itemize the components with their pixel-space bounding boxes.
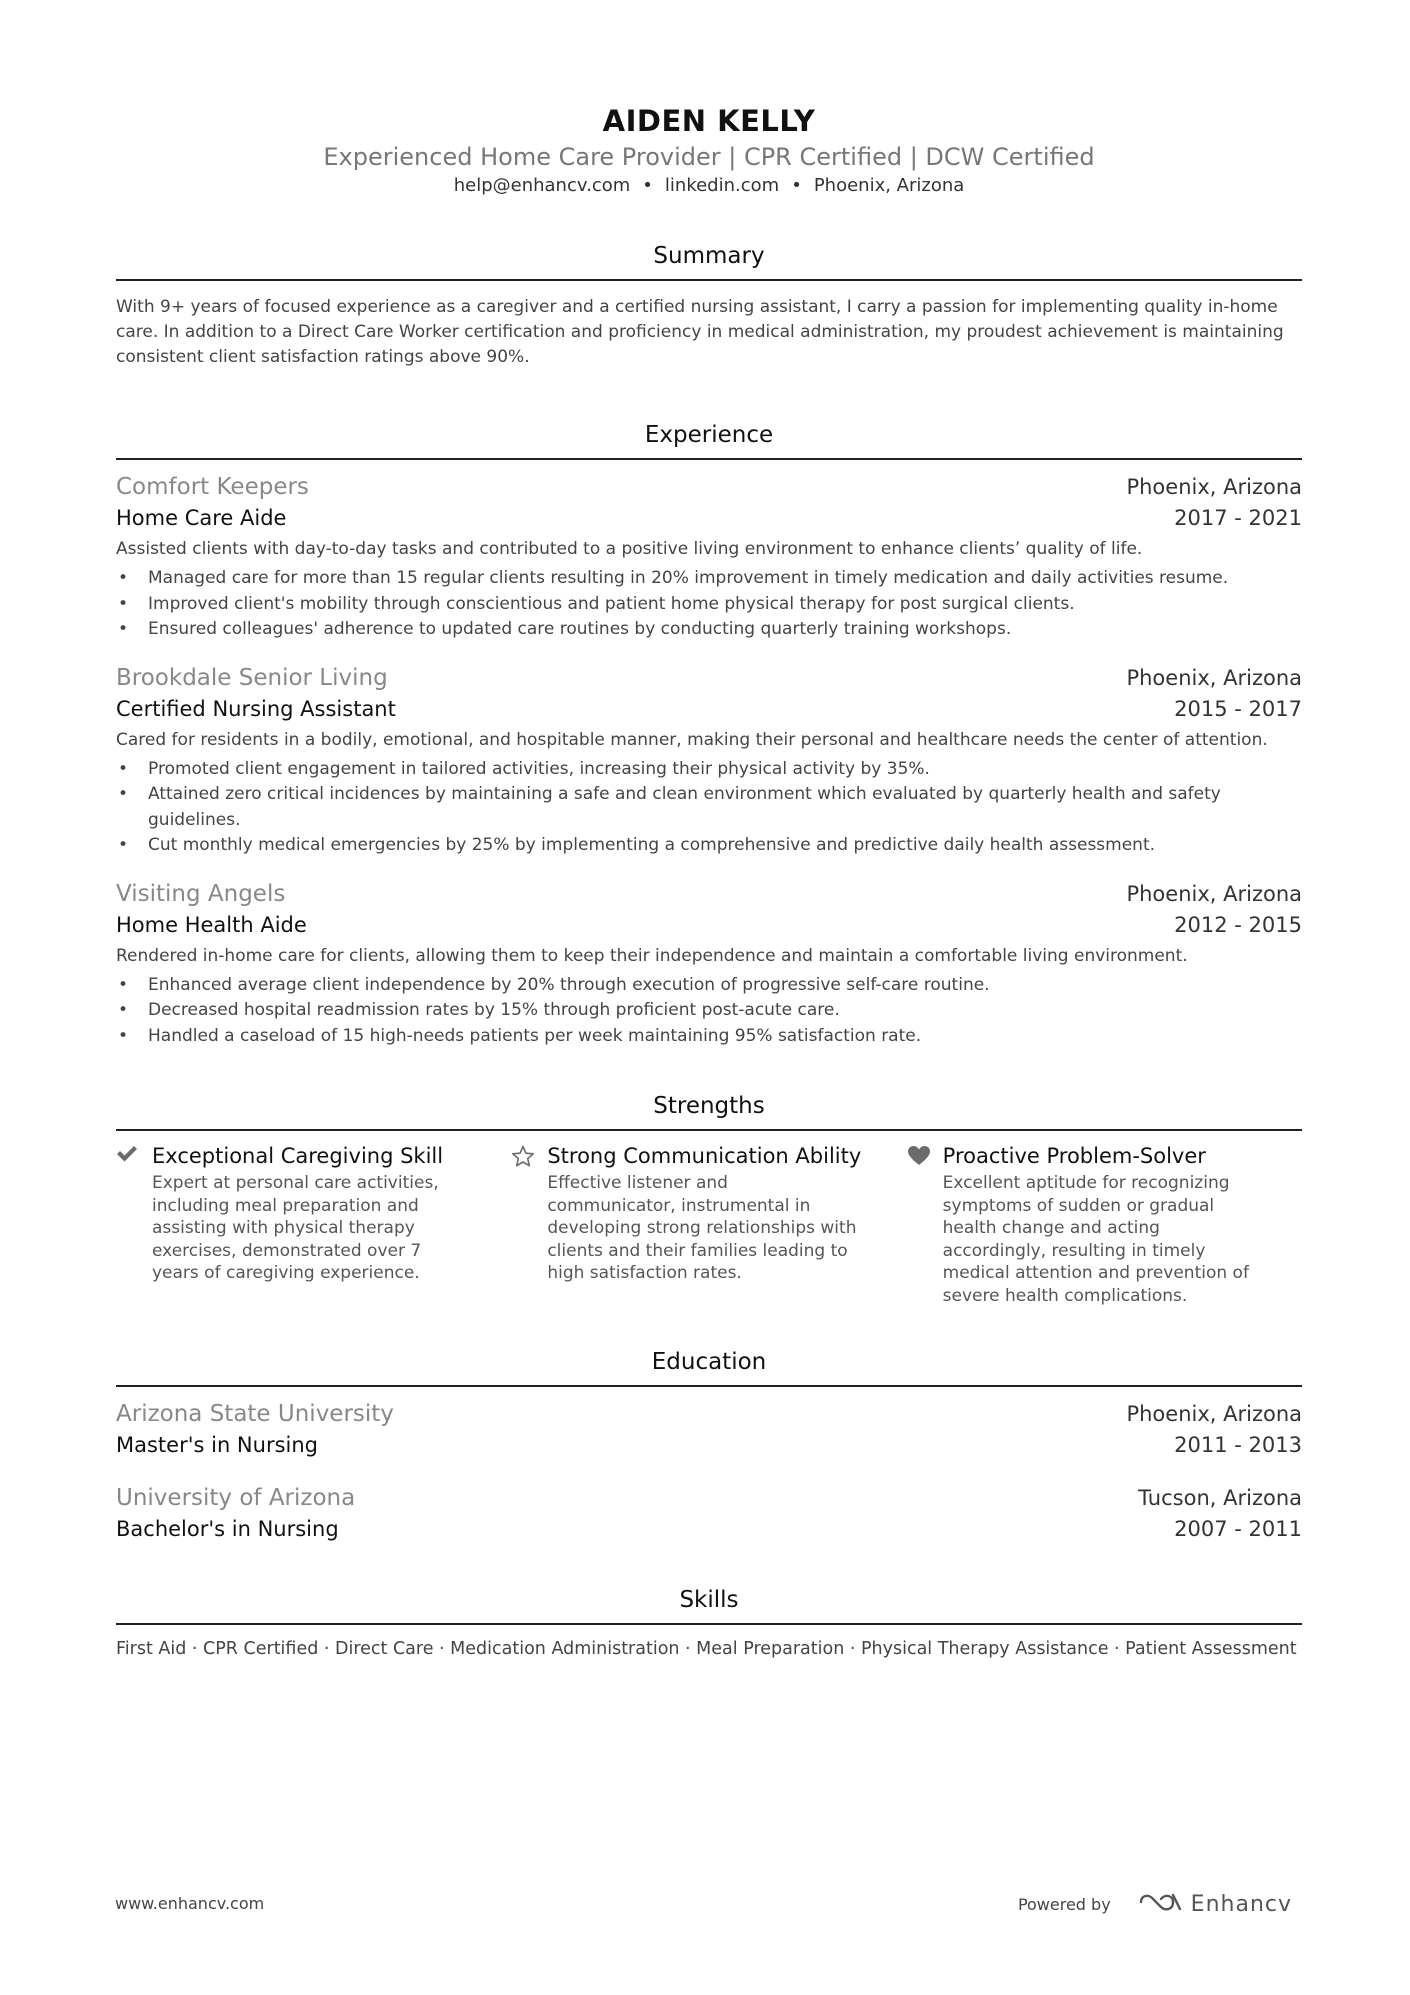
education-dates: 2007 - 2011	[1174, 1517, 1302, 1541]
education-title: Education	[651, 1349, 767, 1375]
education-entry	[116, 1483, 1302, 1545]
company-name: Brookdale Senior Living	[116, 664, 388, 691]
school-name: Arizona State University	[116, 1401, 394, 1427]
job-dates: 2017 - 2021	[1174, 506, 1302, 530]
bullet-item: • Managed care for more than 15 regular clients resulting in 20% improvement in timely medication and daily activities resume.	[116, 566, 1302, 592]
contact-separator: •	[642, 175, 653, 196]
skills-section	[116, 1585, 1302, 1662]
experience-title: Experience	[644, 422, 774, 448]
education-dates: 2011 - 2013	[1174, 1433, 1302, 1457]
school-name: University of Arizona	[116, 1485, 356, 1511]
candidate-name: AIDEN KELLY	[602, 104, 816, 138]
section-divider	[116, 1129, 1302, 1131]
job-location: Phoenix, Arizona	[1126, 665, 1302, 690]
summary-text: With 9+ years of focused experience as a caregiver and a certified nursing assistant, I carry a passion for implementing quality in-home care. In addition to a Direct Care Worker certification and proficiency in medical administration, my proudest achievement is maintaining consistent client satisfaction ratings above 90%.	[116, 297, 1284, 367]
bullet-item: • Handled a caseload of 15 high-needs patients per week maintaining 95% satisfaction rate.	[116, 1024, 1302, 1050]
experience-entry	[116, 879, 1302, 1050]
strength-description: Effective listener and communicator, instrumental in developing strong relationships with clients and their families leading to high satisfaction rates.	[547, 1173, 857, 1283]
company-name: Visiting Angels	[116, 880, 286, 907]
strength-item	[907, 1141, 1302, 1307]
strengths-section	[116, 1091, 1302, 1307]
education-section	[116, 1347, 1302, 1545]
contact-separator: •	[791, 175, 802, 196]
footer-branding	[1018, 1890, 1292, 1918]
education-entry	[116, 1399, 1302, 1461]
summary-title: Summary	[653, 243, 765, 269]
job-dates: 2015 - 2017	[1174, 696, 1302, 721]
section-divider	[116, 1385, 1302, 1387]
strength-description: Expert at personal care activities, including meal preparation and assisting with physical therapy exercises, demonstrated over 7 years of caregiving experience.	[152, 1173, 439, 1283]
section-divider	[116, 279, 1302, 281]
job-bullets	[116, 757, 1302, 859]
resume-page	[116, 0, 1302, 1662]
enhancv-logo-icon	[1137, 1890, 1183, 1918]
strength-title: Exceptional Caregiving Skill	[152, 1144, 444, 1168]
job-description: Rendered in-home care for clients, allowing them to keep their independence and maintain a comfortable living environment.	[116, 945, 1188, 966]
linkedin-link[interactable]: linkedin.com	[664, 175, 780, 196]
powered-by-label: Powered by	[1017, 1894, 1111, 1914]
bullet-item: • Promoted client engagement in tailored activities, increasing their physical activity by 35%.	[116, 757, 1302, 783]
skills-title: Skills	[679, 1587, 739, 1613]
school-location: Phoenix, Arizona	[1126, 1402, 1302, 1426]
brand-name: Enhancv	[1190, 1891, 1292, 1917]
company-name: Comfort Keepers	[116, 474, 309, 500]
bullet-item: • Attained zero critical incidences by maintaining a safe and clean environment which evaluated by quarterly health and safety guidelines.	[116, 782, 1302, 833]
skills-list: First Aid · CPR Certified · Direct Care · Medication Administration · Meal Preparation · Physical Therapy Assistance · Patient Assessment	[116, 1639, 1297, 1659]
strength-item	[511, 1141, 906, 1307]
degree: Master's in Nursing	[116, 1433, 318, 1457]
bullet-item: • Enhanced average client independence by 20% through execution of progressive self-care routine.	[116, 973, 1302, 999]
contact-location: Phoenix, Arizona	[813, 175, 965, 196]
star-icon	[511, 1141, 547, 1307]
job-role: Certified Nursing Assistant	[116, 696, 396, 721]
strengths-list	[116, 1141, 1302, 1307]
contact-line	[116, 173, 1302, 199]
footer-website[interactable]: www.enhancv.com	[115, 1894, 265, 1913]
resume-header	[116, 0, 1302, 199]
job-bullets	[116, 566, 1302, 643]
bullet-item: • Decreased hospital readmission rates by 15% through proficient post-acute care.	[116, 998, 1302, 1024]
checkmark-icon	[116, 1141, 152, 1307]
bullet-item: • Cut monthly medical emergencies by 25% by implementing a comprehensive and predictive daily health assessment.	[116, 833, 1302, 859]
strength-title: Strong Communication Ability	[547, 1144, 862, 1168]
bullet-item: • Ensured colleagues' adherence to updated care routines by conducting quarterly training workshops.	[116, 617, 1302, 643]
heart-icon	[907, 1141, 943, 1307]
bullet-item: • Improved client's mobility through conscientious and patient home physical therapy for post surgical clients.	[116, 592, 1302, 618]
strength-title: Proactive Problem-Solver	[942, 1144, 1206, 1168]
section-divider	[116, 458, 1302, 460]
job-description: Assisted clients with day-to-day tasks and contributed to a positive living environment to enhance clients’ quality of life.	[116, 539, 1143, 559]
candidate-headline: Experienced Home Care Provider | CPR Certified | DCW Certified	[323, 143, 1095, 171]
job-dates: 2012 - 2015	[1174, 912, 1302, 937]
degree: Bachelor's in Nursing	[116, 1517, 339, 1541]
experience-entry	[116, 472, 1302, 643]
school-location: Tucson, Arizona	[1138, 1486, 1302, 1510]
email-link[interactable]: help@enhancv.com	[453, 175, 631, 196]
strength-item	[116, 1141, 511, 1307]
job-description: Cared for residents in a bodily, emotional, and hospitable manner, making their personal and healthcare needs the center of attention.	[116, 729, 1268, 750]
summary-section	[116, 241, 1302, 370]
job-bullets	[116, 973, 1302, 1050]
strength-description: Excellent aptitude for recognizing symptoms of sudden or gradual health change and acting accordingly, resulting in timely medical attention and prevention of severe health complications.	[942, 1173, 1249, 1306]
job-role: Home Health Aide	[116, 912, 307, 937]
strengths-title: Strengths	[653, 1093, 765, 1119]
job-location: Phoenix, Arizona	[1126, 881, 1302, 906]
section-divider	[116, 1623, 1302, 1625]
experience-entry	[116, 663, 1302, 859]
job-role: Home Care Aide	[116, 506, 287, 530]
job-location: Phoenix, Arizona	[1126, 475, 1302, 499]
experience-section	[116, 420, 1302, 1049]
